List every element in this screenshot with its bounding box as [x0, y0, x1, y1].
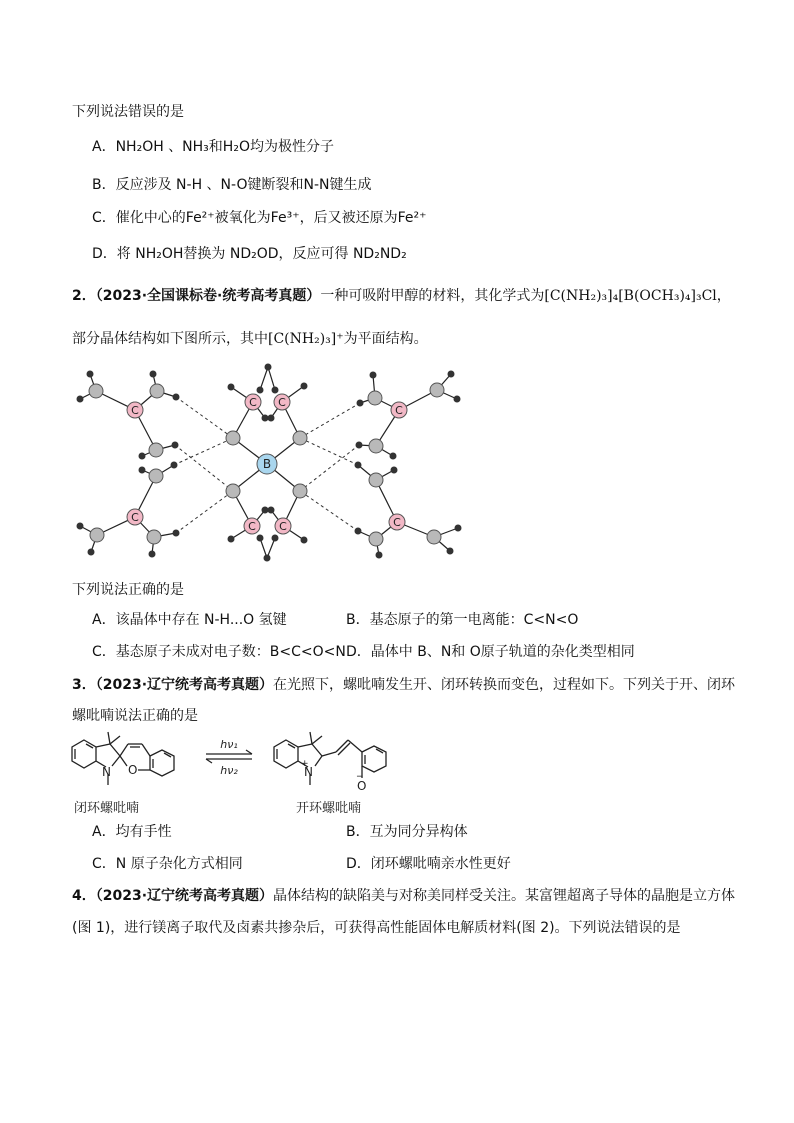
- option-letter: A．: [92, 824, 116, 840]
- equilibrium-arrows: [206, 750, 252, 763]
- svg-text:C: C: [279, 520, 287, 533]
- crystal-structure-figure: [72, 362, 472, 562]
- option-text: 晶体中 B、N和 O原子轨道的杂化类型相同: [370, 644, 635, 660]
- option-text: NH₂OH 、NH₃和H₂O均为极性分子: [115, 139, 334, 155]
- question-text: 一种可吸附甲醇的材料，其化学式为: [320, 288, 545, 304]
- q2-question: 下列说法正确的是: [72, 582, 184, 598]
- q1-option-a: [92, 137, 334, 157]
- svg-text:C: C: [248, 520, 256, 533]
- option-letter: D．: [92, 246, 117, 262]
- option-text: 互为同分异构体: [369, 824, 468, 840]
- question-text: 部分晶体结构如下图所示，其中: [72, 331, 268, 347]
- negative-charge: −: [356, 772, 364, 782]
- closed-nitrogen-label: N: [102, 765, 111, 779]
- svg-text:C: C: [249, 396, 257, 409]
- closed-spiropyran-label: 闭环螺吡喃: [74, 801, 140, 816]
- option-letter: D．: [346, 644, 371, 660]
- question-source: （2023·辽宁统考高考真题）: [95, 677, 274, 693]
- question-number: 4．: [72, 888, 96, 904]
- boron-label: B: [262, 457, 272, 471]
- q1-stem: 下列说法错误的是: [72, 104, 184, 120]
- spiropyran-scheme: [66, 730, 426, 820]
- option-letter: B．: [346, 824, 370, 840]
- q3-option-d: [346, 854, 511, 874]
- svg-text:C: C: [131, 404, 139, 417]
- question-text: 在光照下，螺吡喃发生开、闭环转换而变色，过程如下。下列关于开、闭环: [273, 677, 736, 693]
- option-letter: C．: [92, 210, 116, 226]
- option-text: 将 NH₂OH替换为 ND₂OD，反应可得 ND₂ND₂: [116, 246, 407, 262]
- option-text: 催化中心的Fe²⁺被氧化为Fe³⁺，后又被还原为Fe²⁺: [115, 210, 427, 226]
- option-letter: B．: [346, 612, 370, 628]
- option-text: 闭环螺吡喃亲水性更好: [370, 856, 511, 872]
- svg-text:C: C: [131, 511, 139, 524]
- svg-text:C: C: [278, 396, 286, 409]
- question-number: 3．: [72, 677, 96, 693]
- chemical-formula: [C(NH₂)₃]₄[B(OCH₃)₄]₃Cl，: [544, 288, 731, 304]
- q2-stem-line2: [72, 329, 428, 349]
- q3-stem-line1: [72, 675, 735, 695]
- option-text: N 原子杂化方式相同: [115, 856, 243, 872]
- hv1-label: hν₁: [220, 738, 238, 751]
- svg-text:C: C: [393, 516, 401, 529]
- positive-charge: +: [301, 759, 309, 769]
- closed-spiropyran-structure: [72, 732, 174, 785]
- closed-oxygen-label: O: [128, 763, 138, 777]
- option-text: 反应涉及 N-H 、N-O键断裂和N-N键生成: [115, 177, 372, 193]
- q2-option-c: [92, 642, 346, 662]
- q4-stem-line1: [72, 886, 735, 906]
- q2-option-b: [346, 610, 578, 630]
- question-source: （2023·辽宁统考高考真题）: [95, 888, 274, 904]
- option-letter: A．: [92, 612, 116, 628]
- q1-option-c: [92, 208, 427, 228]
- hv2-label: hν₂: [220, 764, 238, 777]
- question-source: （2023·全国课标卷·统考高考真题）: [95, 288, 321, 304]
- open-spiropyran-label: 开环螺吡喃: [296, 801, 362, 816]
- option-text: 均有手性: [115, 824, 172, 840]
- option-letter: B．: [92, 177, 116, 193]
- option-text: 该晶体中存在 N-H...O 氢键: [115, 612, 287, 628]
- option-letter: D．: [346, 856, 371, 872]
- q3-option-b: [346, 822, 468, 842]
- q3-stem-line2: 螺吡喃说法正确的是: [72, 708, 198, 724]
- question-number: 2．: [72, 288, 96, 304]
- q3-option-a: [92, 822, 172, 842]
- option-text: 基态原子的第一电离能：C<N<O: [369, 612, 579, 628]
- question-text: 为平面结构。: [343, 331, 428, 347]
- open-spiropyran-structure: [274, 732, 386, 785]
- option-letter: C．: [92, 644, 116, 660]
- cation-formula: [C(NH₂)₃]⁺: [268, 331, 344, 347]
- open-nitrogen-label: N: [304, 765, 313, 779]
- option-text: 基态原子未成对电子数：B<C<O<N: [115, 644, 346, 660]
- q2-stem-line1: [72, 286, 731, 306]
- q1-option-b: [92, 175, 372, 195]
- q4-stem-line2: (图 1)，进行镁离子取代及卤素共掺杂后，可获得高性能固体电解质材料(图 2)。下列说法错误的是: [72, 920, 681, 936]
- question-text: 晶体结构的缺陷美与对称美同样受关注。某富锂超离子导体的晶胞是立方体: [273, 888, 736, 904]
- q3-option-c: [92, 854, 243, 874]
- svg-text:C: C: [395, 404, 403, 417]
- q2-option-a: [92, 610, 287, 630]
- q2-option-d: [346, 642, 635, 662]
- q1-option-d: [92, 244, 407, 264]
- option-letter: C．: [92, 856, 116, 872]
- open-oxygen-label: O: [357, 779, 367, 793]
- option-letter: A．: [92, 139, 116, 155]
